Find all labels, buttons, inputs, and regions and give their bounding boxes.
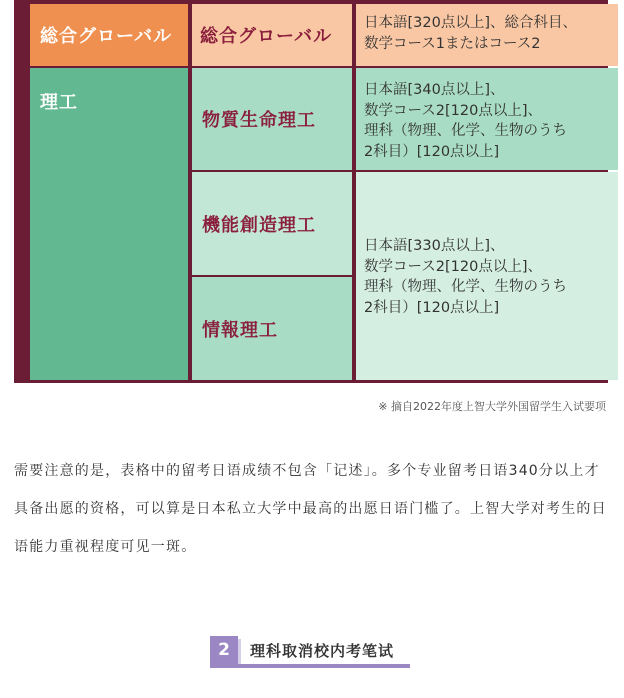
requirement-line: 2科目）[120点以上] bbox=[364, 143, 500, 160]
department-cell-materials: 物質生命理工 bbox=[192, 68, 352, 170]
requirement-cell-materials bbox=[356, 68, 618, 170]
requirement-line: 理科（物理、化学、生物のうち bbox=[364, 123, 567, 139]
department-cell-mechanical: 機能創造理工 bbox=[192, 172, 352, 275]
requirement-line: 2科目）[120点以上] bbox=[364, 299, 500, 316]
requirement-line: 数学コース1またはコース2 bbox=[364, 36, 541, 52]
section-underline bbox=[210, 664, 410, 668]
requirement-line: 理科（物理、化学、生物のうち bbox=[364, 279, 567, 295]
department-cell-global: 総合グローバル bbox=[192, 4, 352, 66]
faculty-cell-global: 総合グローバル bbox=[30, 4, 188, 66]
requirement-line: 数学コース2[120点以上]、 bbox=[364, 102, 542, 119]
source-note: ※ 摘自2022年度上智大学外国留学生入试要项 bbox=[378, 400, 606, 413]
department-cell-information: 情報理工 bbox=[192, 277, 352, 380]
section-number-badge: 2 bbox=[210, 636, 238, 664]
section-title: 理科取消校内考笔试 bbox=[250, 641, 395, 660]
admission-requirements-table bbox=[14, 0, 608, 383]
requirement-cell-global bbox=[356, 4, 618, 66]
requirement-cell-mech-info bbox=[356, 172, 618, 380]
faculty-cell-science: 理工 bbox=[30, 68, 188, 380]
requirement-line: 日本語[340点以上]、 bbox=[364, 82, 505, 98]
requirement-line: 数学コース2[120点以上]、 bbox=[364, 258, 542, 275]
requirement-line: 日本語[330点以上]、 bbox=[364, 238, 505, 254]
requirement-line: 日本語[320点以上]、総合科目、 bbox=[364, 15, 577, 31]
body-paragraph: 需要注意的是，表格中的留考日语成绩不包含「记述」。多个专业留考日语340分以上才具备出愿的资格，可以算是日本私立大学中最高的出愿日语门槛了。上智大学对考生的日语能力重视程度可见一斑。 bbox=[14, 463, 607, 555]
